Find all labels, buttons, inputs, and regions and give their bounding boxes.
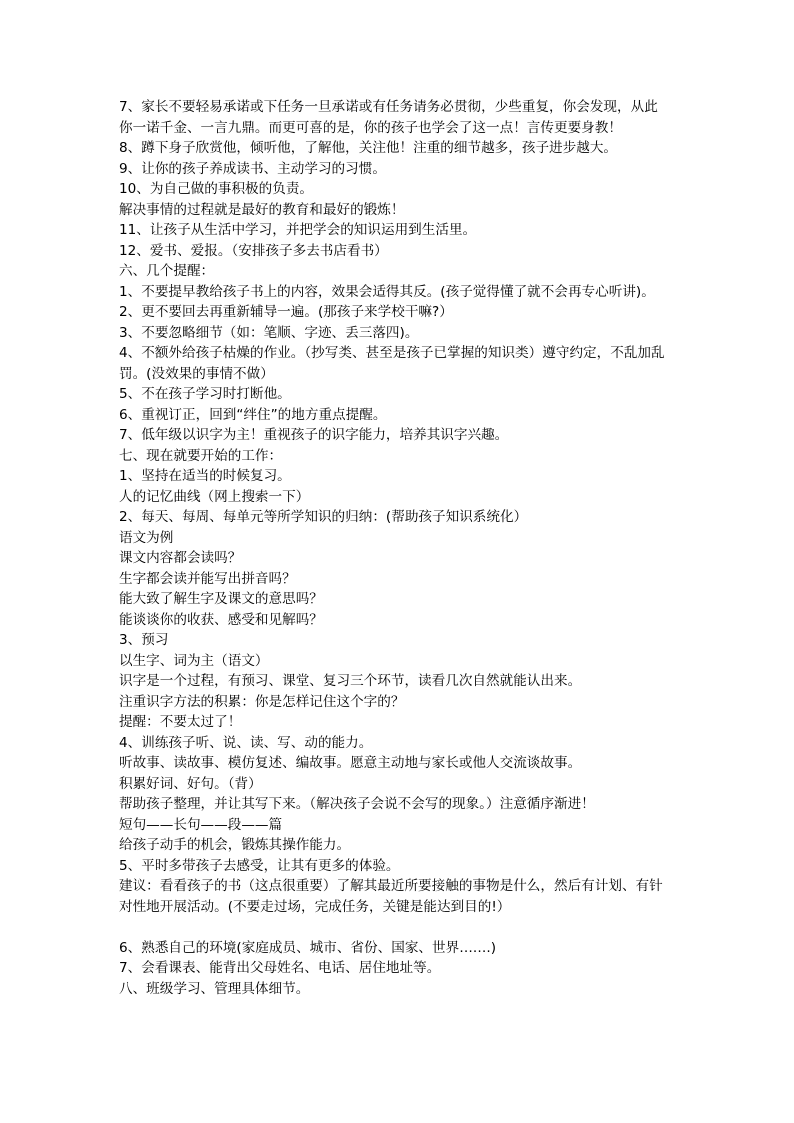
section-heading-work: 七、现在就要开始的工作： — [119, 447, 283, 464]
text-line-33: 听故事、读故事、模仿复述、编故事。愿意主动地与家长或他人交流谈故事。 — [119, 755, 582, 771]
text-line-24: 生字都会读并能写出拼音吗？ — [119, 570, 296, 587]
text-line-10: 1、不要提早教给孩子书上的内容，效果会适得其反。(孩子觉得懂了就不会再专心听讲)。 — [119, 283, 655, 300]
section-heading-class: 八、班级学习、管理具体细节。 — [119, 980, 310, 997]
text-line-34: 积累好词、好句。（背） — [119, 775, 262, 792]
text-line-4: 9、让你的孩子养成读书、主动学习的习惯。 — [119, 160, 386, 177]
text-line-13: 4、不额外给孩子枯燥的作业。（抄写类、甚至是孩子已掌握的知识类）遵守约定，不乱加乱 — [119, 345, 665, 361]
text-line-8: 12、爱书、爱报。（安排孩子多去书店看书） — [119, 242, 388, 259]
text-line-43: 7、会看课表、能背出父母姓名、电话、居住地址等。 — [119, 960, 441, 976]
text-line-21: 2、每天、每周、每单元等所学知识的归纳：(帮助孩子知识系统化） — [119, 509, 528, 525]
text-line-25: 能大致了解生字及课文的意思吗？ — [119, 591, 323, 607]
text-line-42: 6、熟悉自己的环境(家庭成员、城市、省份、国家、世界…….) — [119, 939, 497, 956]
text-line-38: 5、平时多带孩子去感受，让其有更多的体验。 — [119, 857, 400, 874]
text-line-35: 帮助孩子整理，并让其写下来。（解决孩子会说不会写的现象。）注意循序渐进！ — [119, 796, 595, 812]
text-line-32: 4、训练孩子听、说、读、写、动的能力。 — [119, 734, 373, 751]
text-line-15: 5、不在孩子学习时打断他。 — [119, 386, 291, 402]
text-line-1: 7、家长不要轻易承诺或下任务一旦承诺或有任务请务必贯彻，少些重复，你会发现，从此 — [119, 99, 658, 115]
text-line-26: 能谈谈你的收获、感受和见解吗？ — [119, 611, 323, 628]
text-line-6: 解决事情的过程就是最好的教育和最好的锻炼！ — [119, 201, 405, 218]
text-line-22: 语文为例 — [119, 529, 174, 546]
text-line-36: 短句——长句——段——篇 — [119, 816, 283, 833]
text-line-40: 对性地开展活动。(不要走过场，完成任务，关键是能达到目的!） — [119, 898, 511, 915]
text-line-19: 1、坚持在适当的时候复习。 — [119, 468, 291, 484]
text-line-12: 3、不要忽略细节（如：笔顺、字迹、丢三落四)。 — [119, 324, 419, 341]
document-body — [119, 97, 679, 999]
text-line-5: 10、为自己做的事积极的负责。 — [119, 181, 314, 197]
text-line-16: 6、重视订正，回到“绊住”的地方重点提醒。 — [119, 406, 387, 423]
text-line-28: 以生字、词为主（语文） — [119, 652, 269, 669]
text-line-23: 课文内容都会读吗？ — [119, 550, 242, 566]
text-line-2: 你一诺千金、一言九鼎。而更可喜的是，你的孩子也学会了这一点！言传更要身教！ — [119, 119, 622, 136]
text-line-17: 7、低年级以识字为主！重视孩子的识字能力，培养其识字兴趣。 — [119, 427, 509, 443]
text-line-20: 人的记忆曲线（网上搜索一下） — [119, 488, 310, 505]
text-line-37: 给孩子动手的机会，锻炼其操作能力。 — [119, 837, 351, 853]
text-line-31: 提醒：不要太过了！ — [119, 714, 242, 730]
text-line-11: 2、更不要回去再重新辅导一遍。(那孩子来学校干嘛?） — [119, 304, 453, 320]
text-line-3: 8、蹲下身子欣赏他，倾听他，了解他，关注他！注重的细节越多，孩子进步越大。 — [119, 140, 618, 156]
text-line-27: 3、预习 — [119, 632, 169, 648]
text-line-14: 罚。(没效果的事情不做） — [119, 365, 274, 382]
text-line-39: 建议：看看孩子的书（这点很重要）了解其最近所要接触的事物是什么，然后有计划、有针 — [119, 878, 663, 894]
text-line-29: 识字是一个过程，有预习、课堂、复习三个环节，读看几次自然就能认出来。 — [119, 673, 582, 689]
section-heading-reminders: 六、几个提醒： — [119, 263, 215, 279]
blank-line — [119, 917, 679, 938]
text-line-7: 11、让孩子从生活中学习，并把学会的知识运用到生活里。 — [119, 222, 477, 238]
text-line-30: 注重识字方法的积累：你是怎样记住这个字的？ — [119, 693, 405, 710]
